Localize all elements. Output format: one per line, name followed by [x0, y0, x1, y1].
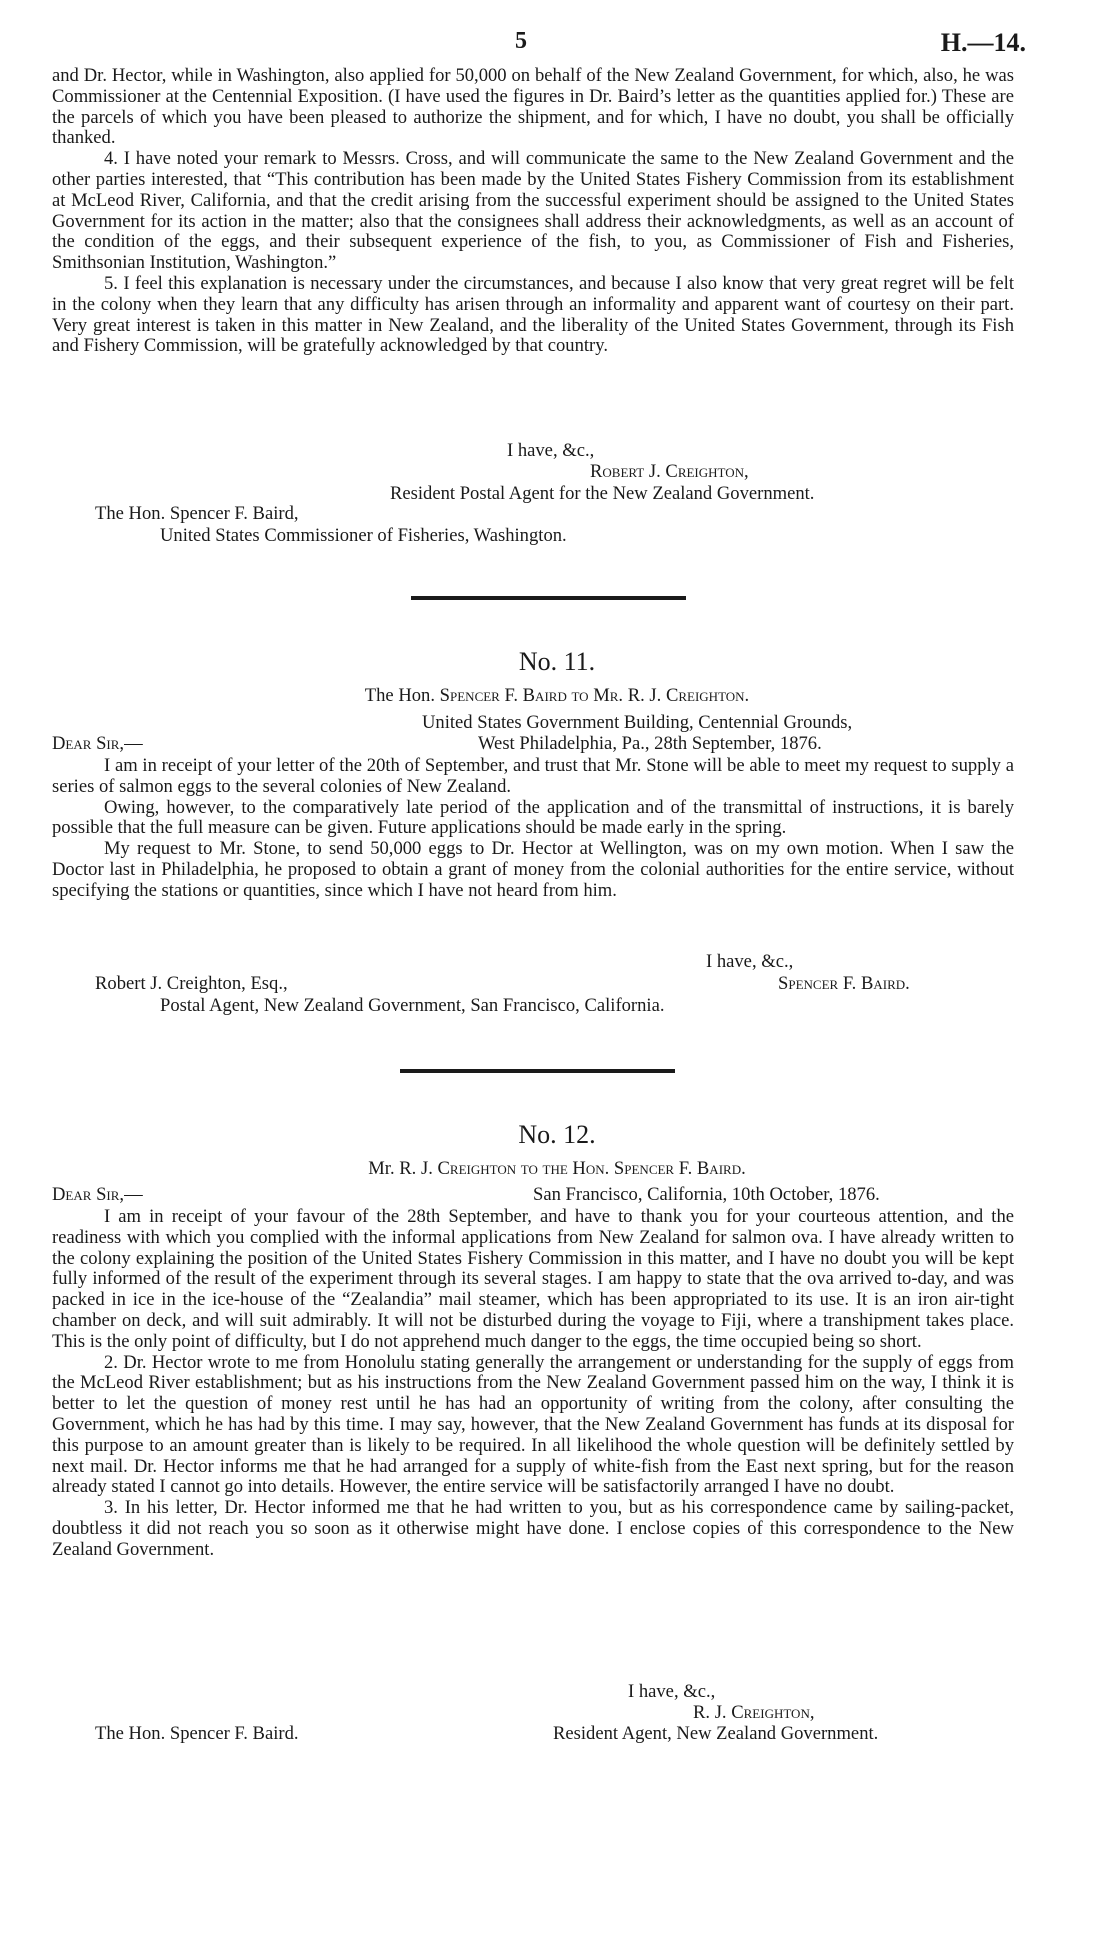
letter-11-body	[52, 756, 1014, 902]
letter-10-body	[52, 66, 1014, 357]
signer-title: Resident Agent, New Zealand Government.	[553, 1723, 879, 1744]
letter-12-body	[52, 1207, 1014, 1561]
letter-subtitle	[0, 686, 1114, 707]
paragraph: 2. Dr. Hector wrote to me from Honolulu stating generally the arrangement or understanding for the supply of eggs from the McLeod River establishment; but as his instructions from the New Zealand Government passed him on the way, I think it is better to let the question of money rest until he has had an opportunity of writing from the colony, after consulting the Government, which he has had by this time. I may say, however, that the New Zealand Government has funds at its disposal for this purpose to an amount greater than is likely to be required. In all likelihood the whole question will be definitely settled by next mail. Dr. Hector informs me that he had arranged for a supply of white-fish from the East next spring, but for the reason already stated I cannot go into details. However, the entire service will be satisfactorily arranged I have no doubt.	[52, 1351, 1014, 1498]
paragraph: I am in receipt of your letter of the 20th of September, and trust that Mr. Stone will be able to meet my request to supply a series of salmon eggs to the several colonies of New Zealand.	[52, 755, 1014, 797]
dateline: San Francisco, California, 10th October, 1876.	[533, 1184, 880, 1205]
signer-name: Robert J. Creighton,	[590, 461, 749, 482]
paragraph: My request to Mr. Stone, to send 50,000 eggs to Dr. Hector at Wellington, was on my own motion. When I saw the Doctor last in Philadelphia, he proposed to obtain a grant of money from the colonial authorities for the entire service, without specifying the stations or quantities, since which I have not heard from him.	[52, 838, 1014, 901]
paragraph: and Dr. Hector, while in Washington, also applied for 50,000 on behalf of the New Zealand Government, for which, also, he was Commissioner at the Centennial Exposition. (I have used the figures in Dr. Baird’s letter as the quantities applied for.) These are the parcels of which you have been pleased to authorize the shipment, and for which, I have no doubt, you shall be officially thanked.	[52, 65, 1014, 149]
addressee-name: The Hon. Spencer F. Baird,	[95, 503, 299, 524]
subtitle-prefix: Mr.	[368, 1158, 395, 1179]
address-line: United States Government Building, Centennial Grounds,	[422, 712, 853, 733]
document-code: H.—14.	[940, 28, 1026, 57]
letter-subtitle	[0, 1159, 1114, 1180]
dateline: West Philadelphia, Pa., 28th September, 1876.	[478, 733, 822, 754]
paragraph: Owing, however, to the comparatively late period of the application and of the transmittal of instructions, it is barely possible that the full measure can be given. Future applications should be made early in the spring.	[52, 796, 1014, 839]
section-divider	[400, 1069, 675, 1073]
salutation: Dear Sir,—	[52, 733, 143, 754]
subtitle-prefix: The Hon.	[364, 685, 436, 706]
addressee-name: The Hon. Spencer F. Baird.	[95, 1723, 299, 1744]
paragraph: I am in receipt of your favour of the 28th September, and have to thank you for your courteous attention, and the readiness with which you complied with the informal applications from New Zealand for salmon ova. I have already written to the colony explaining the position of the United States Fishery Commission in this matter, and I have no doubt you will be kept fully informed of the result of the experiment through its several stages. I am happy to state that the ova arrived to-day, and was packed in ice in the ice-house of the “Zealandia” mail steamer, which has been appropriated to its use. It is an iron air-tight chamber on deck, and will suit admirably. It will not be disturbed during the voyage to Fiji, where a transhipment takes place. This is the only point of difficulty, but I do not apprehend much danger to the eggs, the time occupied being so short.	[52, 1206, 1014, 1352]
paragraph: 3. In his letter, Dr. Hector informed me that he had written to you, but as his correspondence came by sailing-packet, doubtless it did not reach you so soon as it otherwise might have done. I enclose copies of this correspondence to the New Zealand Government.	[52, 1497, 1014, 1560]
closing: I have, &c.,	[706, 951, 794, 972]
letter-number: No. 11.	[518, 647, 596, 676]
addressee-title: Postal Agent, New Zealand Government, San Francisco, California.	[160, 995, 665, 1016]
signer-name: R. J. Creighton,	[693, 1702, 815, 1723]
signer-title: Resident Postal Agent for the New Zealand Government.	[390, 483, 815, 504]
subtitle-names: R. J. Creighton to the Hon. Spencer F. Baird.	[399, 1158, 746, 1179]
signer-name: Spencer F. Baird.	[778, 973, 910, 994]
paragraph: 5. I feel this explanation is necessary under the circumstances, and because I also know that very great regret will be felt in the colony when they learn that any difficulty has arisen through an informality and apparent want of courtesy on their part. Very great interest is taken in this matter in New Zealand, and the liberality of the United States Government, through its Fish and Fishery Commission, will be gratefully acknowledged by that country.	[52, 272, 1014, 357]
page-number: 5	[515, 28, 527, 54]
subtitle-names: Spencer F. Baird to Mr. R. J. Creighton.	[439, 685, 750, 706]
addressee-title: United States Commissioner of Fisheries, Washington.	[160, 525, 567, 546]
closing: I have, &c.,	[507, 440, 595, 461]
addressee-name: Robert J. Creighton, Esq.,	[95, 973, 288, 994]
section-divider	[411, 596, 686, 600]
letter-number: No. 12.	[518, 1120, 596, 1149]
paragraph: 4. I have noted your remark to Messrs. Cross, and will communicate the same to the New Zealand Government and the other parties interested, that “This contribution has been made by the United States Fishery Commission from its establishment at McLeod River, California, and that the credit arising from the successful experiment should be assigned to the United States Government for its action in the matter; also that the consignees shall address their acknowledgments, as well as an account of the condition of the eggs, and their subsequent experience of the fish, to you, as Commissioner of Fish and Fisheries, Smithsonian Institution, Washington.”	[52, 148, 1014, 274]
salutation: Dear Sir,—	[52, 1184, 143, 1205]
closing: I have, &c.,	[628, 1681, 716, 1702]
